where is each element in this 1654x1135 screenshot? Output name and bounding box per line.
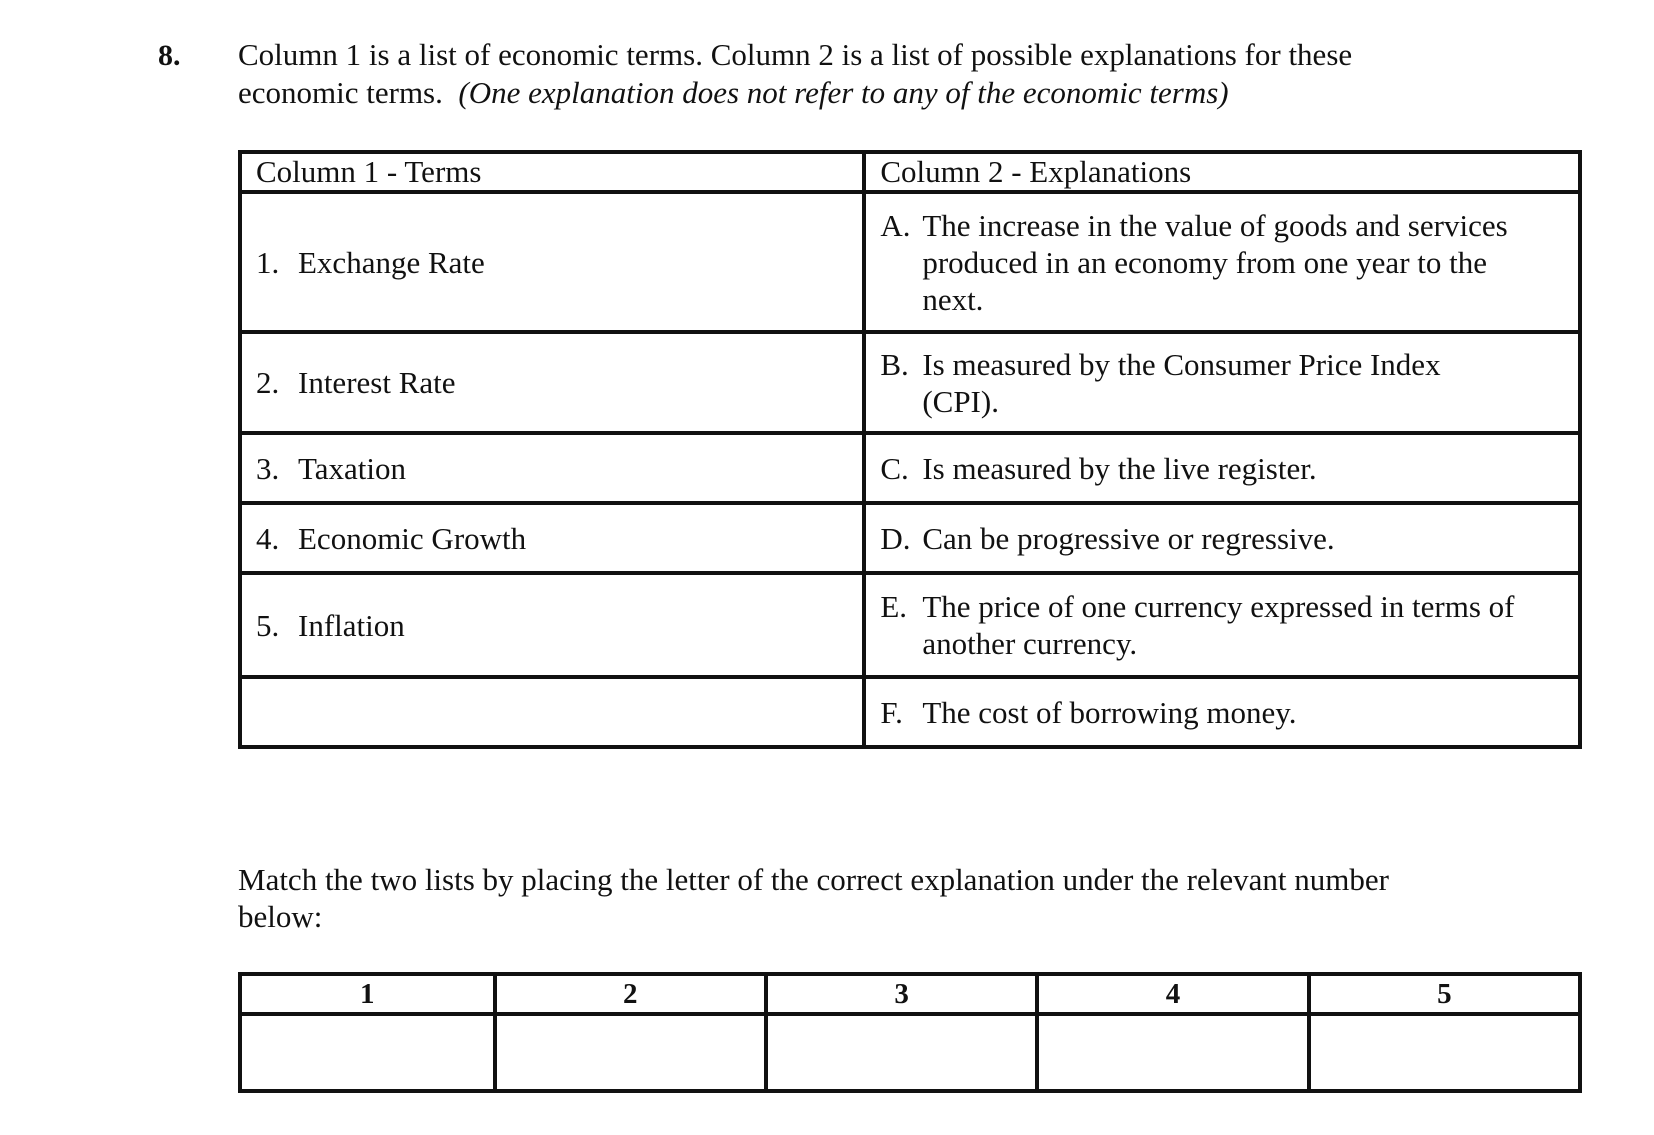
explanation-text-line: The price of one currency expressed in terms of (922, 589, 1515, 624)
answer-grid-input-row (240, 1014, 1580, 1091)
table-header-row (240, 152, 1580, 192)
instructions-line-2: below: (238, 899, 323, 934)
explanation-cell (864, 433, 1580, 503)
table-row (240, 677, 1580, 747)
explanation-letter: F. (880, 694, 903, 730)
instructions-line-1: Match the two lists by placing the letter of the correct explanation under the relevant number (238, 862, 1389, 897)
explanation-cell (864, 503, 1580, 573)
explanation-line (880, 207, 1564, 318)
explanation-text-line: produced in an economy from one year to the (922, 244, 1488, 280)
explanation-text (922, 588, 1564, 662)
table-row (240, 573, 1580, 677)
answer-box-4[interactable] (1037, 1014, 1308, 1091)
term-cell (240, 503, 864, 573)
explanation-text (922, 694, 1564, 731)
intro-line-2-plain: economic terms. (238, 75, 459, 110)
explanation-text-line: The cost of borrowing money. (922, 694, 1297, 730)
explanation-text (922, 207, 1564, 318)
question-number: 8. (158, 39, 181, 72)
term-label: Interest Rate (298, 365, 456, 400)
term-cell (240, 677, 864, 747)
explanation-line (880, 450, 1564, 487)
term-line (256, 607, 848, 644)
answer-grid (238, 972, 1582, 1093)
explanation-text-line: Is measured by the Consumer Price Index (922, 346, 1441, 382)
term-line (256, 520, 848, 557)
explanation-cell (864, 332, 1580, 433)
explanation-line (880, 588, 1564, 662)
explanation-letter: E. (880, 589, 907, 624)
intro-line-1: Column 1 is a list of economic terms. Column 2 is a list of possible explanations for these (238, 37, 1353, 72)
answer-box-5[interactable] (1309, 1014, 1580, 1091)
explanation-text-line: another currency. (922, 626, 1138, 661)
term-number: 3. (256, 450, 280, 486)
answer-header-1: 1 (240, 974, 495, 1014)
answer-box-1[interactable] (240, 1014, 495, 1091)
explanation-line (880, 520, 1564, 557)
term-cell (240, 573, 864, 677)
term-line (256, 450, 848, 487)
term-number: 4. (256, 520, 280, 556)
table-row (240, 332, 1580, 433)
header-column-1: Column 1 - Terms (240, 152, 864, 192)
explanation-text-line: next. (922, 281, 984, 317)
term-number: 2. (256, 365, 280, 400)
term-line (256, 364, 848, 401)
explanation-letter: C. (880, 450, 909, 486)
explanation-letter: D. (880, 520, 911, 556)
intro-line-2 (238, 74, 1538, 112)
answer-header-3: 3 (766, 974, 1037, 1014)
term-cell (240, 192, 864, 332)
table-row (240, 433, 1580, 503)
answer-header-5: 5 (1309, 974, 1580, 1014)
term-label: Exchange Rate (298, 244, 485, 280)
term-label: Inflation (298, 607, 405, 643)
term-cell (240, 433, 864, 503)
explanation-text-line: (CPI). (922, 383, 999, 419)
answer-header-2: 2 (495, 974, 766, 1014)
explanation-letter: A. (880, 207, 911, 243)
explanation-cell (864, 573, 1580, 677)
answer-header-4: 4 (1037, 974, 1308, 1014)
explanation-line (880, 694, 1564, 731)
match-instructions (238, 861, 1538, 935)
explanation-text-line: The increase in the value of goods and services (922, 207, 1508, 243)
question-intro (238, 36, 1538, 112)
intro-line-2-italic: (One explanation does not refer to any of the economic terms) (458, 75, 1229, 110)
explanation-text-line: Can be progressive or regressive. (922, 520, 1335, 556)
answer-grid-header-row (240, 974, 1580, 1014)
explanation-line (880, 346, 1564, 420)
explanation-cell (864, 677, 1580, 747)
term-cell (240, 332, 864, 433)
table-row (240, 192, 1580, 332)
explanation-text-line: Is measured by the live register. (922, 450, 1317, 486)
term-label: Taxation (298, 450, 407, 486)
explanation-text (922, 520, 1564, 557)
header-column-2: Column 2 - Explanations (864, 152, 1580, 192)
explanation-text (922, 346, 1564, 420)
answer-box-3[interactable] (766, 1014, 1037, 1091)
terms-explanations-table (238, 150, 1582, 749)
answer-box-2[interactable] (495, 1014, 766, 1091)
table-row (240, 503, 1580, 573)
term-label: Economic Growth (298, 520, 527, 556)
term-line (256, 244, 848, 281)
table-body (240, 192, 1580, 747)
explanation-text (922, 450, 1564, 487)
explanation-cell (864, 192, 1580, 332)
term-number: 5. (256, 607, 280, 643)
term-number: 1. (256, 244, 280, 280)
explanation-letter: B. (880, 346, 909, 382)
